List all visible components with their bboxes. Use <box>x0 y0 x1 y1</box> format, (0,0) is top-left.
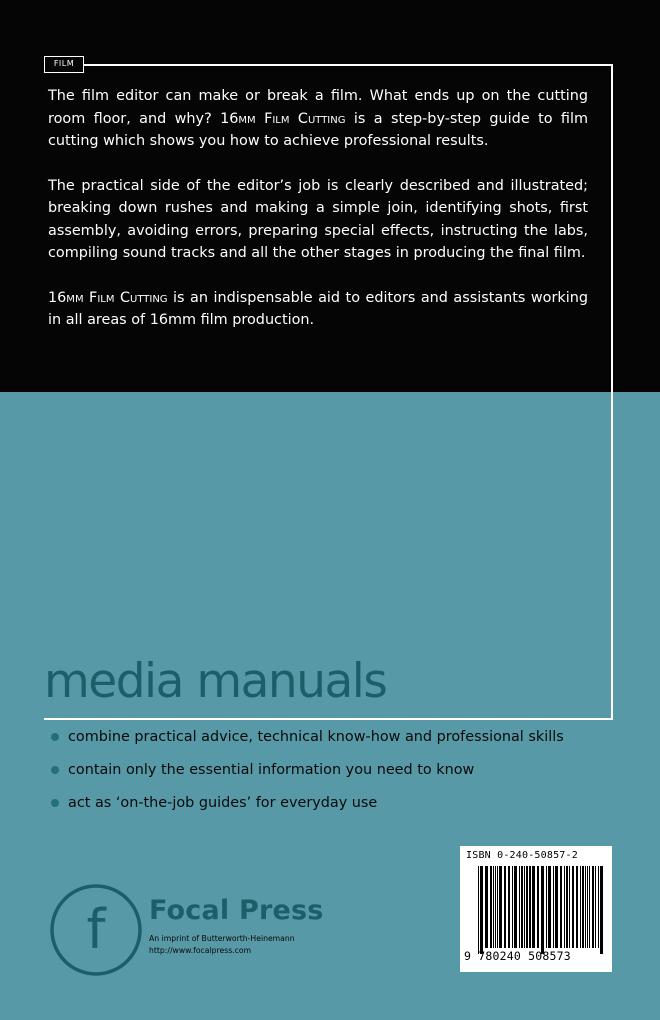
barcode-bar <box>529 866 531 948</box>
feature-text: act as ‘on-the-job guides’ for everyday use <box>68 795 378 811</box>
barcode-bar <box>580 866 581 948</box>
barcode-bar <box>592 866 594 948</box>
frame-line-right <box>611 64 613 720</box>
barcode-bar <box>541 866 544 954</box>
feature-item <box>50 792 564 825</box>
barcode-bar <box>499 866 502 948</box>
barcode-bar <box>560 866 562 948</box>
barcode-bar <box>537 866 539 948</box>
barcode-bar <box>512 866 513 948</box>
barcode-bar <box>490 866 492 948</box>
barcode-bar <box>555 866 558 948</box>
barcode-bar <box>595 866 596 948</box>
back-cover-blurb <box>48 85 588 354</box>
ean-digits: 9 780240 508573 <box>464 949 571 963</box>
book-title-text: 16mm Film Cutting <box>220 110 346 127</box>
barcode-bar <box>524 866 525 948</box>
bullet-icon <box>51 799 59 807</box>
barcode-bar <box>480 866 483 954</box>
barcode-bar <box>485 866 488 948</box>
barcode-bar <box>521 866 523 948</box>
publisher-block <box>149 895 324 957</box>
isbn-text: ISBN 0-240-50857-2 <box>466 850 578 861</box>
feature-text: combine practical advice, technical know-how and professional skills <box>68 729 564 745</box>
publisher-imprint: An imprint of Butterworth-Heinemann <box>149 934 295 943</box>
feature-item <box>50 759 564 792</box>
logo-letter: f <box>86 898 106 961</box>
barcode-bar <box>572 866 574 948</box>
barcode-bar <box>576 866 578 948</box>
frame-line-top <box>84 64 613 66</box>
blurb-paragraph <box>48 175 588 265</box>
feature-item <box>50 726 564 759</box>
bullet-icon <box>51 766 59 774</box>
barcode-bar <box>495 866 496 948</box>
publisher-url[interactable]: http://www.focalpress.com <box>149 946 252 955</box>
barcode-bar <box>508 866 510 948</box>
barcode-bar <box>478 866 479 954</box>
barcode-bar <box>598 866 599 948</box>
barcode-bar <box>566 866 568 948</box>
barcode-bar <box>504 866 506 948</box>
blurb-text: is an indispensable aid to editors and assistants working in all areas of 16mm film production. <box>48 289 588 328</box>
category-tag: FILM <box>44 56 84 73</box>
blurb-paragraph <box>48 287 588 332</box>
publisher-name: Focal Press <box>149 895 324 926</box>
barcode-bar <box>514 866 517 948</box>
barcode-bar <box>493 866 494 948</box>
barcode-bar <box>548 866 551 948</box>
blurb-text: The practical side of the editor’s job is clearly described and illustrated; breaking down rushes and making a simple join, identifying shots, first assembly, avoiding errors, preparing special effects, instructing the labs, compiling sound tracks and all the other stages in producing the final film. <box>48 177 588 261</box>
barcode-bar <box>600 866 603 954</box>
barcode-bar <box>526 866 528 948</box>
barcode-bar <box>582 866 584 948</box>
series-features-list <box>50 726 564 825</box>
bullet-icon <box>51 733 59 741</box>
barcode-bar <box>564 866 565 948</box>
blurb-text: The film editor can make or break a film. What ends up on the cutting room floor, and why? <box>48 88 588 127</box>
barcode-label <box>460 846 612 972</box>
barcode-bar <box>587 866 588 948</box>
focal-press-logo-icon <box>48 882 144 978</box>
series-title: media manuals <box>44 654 387 709</box>
barcode-bar <box>532 866 535 948</box>
barcode-bar <box>569 866 570 948</box>
frame-line-bottom <box>44 718 613 720</box>
feature-text: contain only the essential information you need to know <box>68 762 475 778</box>
barcode-bar <box>585 866 586 948</box>
book-title-text: 16mm Film Cutting <box>48 289 168 306</box>
barcode-bar <box>519 866 520 948</box>
barcode-bar <box>589 866 590 948</box>
blurb-text: is a step-by-step guide to film cutting which shows you how to achieve professional results. <box>48 110 588 149</box>
barcode-bar <box>497 866 498 948</box>
barcode-bar <box>546 866 547 948</box>
barcode-bar <box>553 866 554 948</box>
blurb-paragraph <box>48 85 588 153</box>
